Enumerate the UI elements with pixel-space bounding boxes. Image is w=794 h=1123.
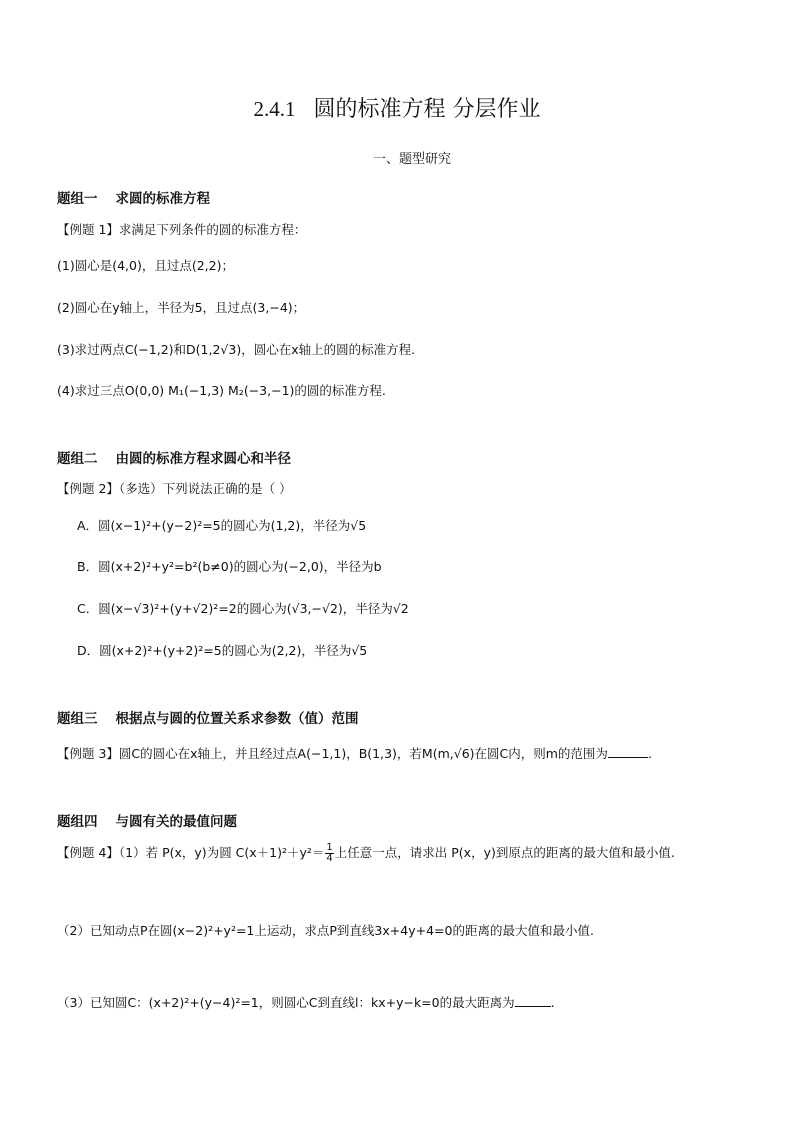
example-4-suffix: 上任意一点，请求出 P(x，y)到原点的距离的最大值和最小值.	[334, 845, 675, 860]
example-4-part-2: （2）已知动点P在圆(x−2)²+y²=1上运动，求点P到直线3x+4y+4=0的距离的最大值和最小值.	[57, 923, 594, 938]
example-3	[57, 744, 652, 762]
fraction-denominator: 4	[326, 853, 333, 864]
group4-heading-b: 与圆有关的最值问题	[115, 814, 237, 830]
option-d: D．圆(x+2)²+(y+2)²=5的圆心为(2,2)，半径为√5	[77, 643, 368, 658]
group1-heading	[57, 187, 210, 207]
group1-item-4: (4)求过三点O(0,0) M₁(−1,3) M₂(−3,−1)的圆的标准方程.	[57, 383, 386, 398]
option-b: B．圆(x+2)²+y²=b²(b≠0)的圆心为(−2,0)，半径为b	[77, 559, 382, 574]
group2-heading-b: 由圆的标准方程求圆心和半径	[115, 451, 291, 467]
group1-item-1: (1)圆心是(4,0)，且过点(2,2)；	[57, 258, 234, 273]
section-heading: 一、题型研究	[372, 152, 451, 167]
answer-blank	[608, 747, 648, 758]
example-4-part-3-tail: .	[550, 995, 555, 1010]
group1-heading-b: 求圆的标准方程	[115, 191, 210, 207]
answer-blank-2	[515, 996, 551, 1007]
example-4-prefix: 【例题 4】（1）若 P(x，y)为圆 C(x＋1)²＋y²＝	[57, 845, 325, 860]
group1-heading-a: 题组一	[57, 191, 98, 207]
example-4-part-3-text: （3）已知圆C：(x+2)²+(y−4)²=1，则圆心C到直线l：kx+y−k=0的最大距离为	[57, 995, 515, 1010]
example-3-tail: .	[647, 746, 652, 761]
example-1: 【例题 1】求满足下列条件的圆的标准方程：	[57, 222, 307, 237]
fraction-numerator: 1	[326, 842, 333, 853]
group2-heading-a: 题组二	[57, 451, 98, 467]
group3-heading-b: 根据点与圆的位置关系求参数（值）范围	[115, 711, 359, 727]
example-3-text: 【例题 3】圆C的圆心在x轴上，并且经过点A(−1,1)，B(1,3)，若M(m,√6)在圆C内，则m的范围为	[57, 746, 608, 761]
group3-heading	[57, 707, 359, 727]
group1-item-3: (3)求过两点C(−1,2)和D(1,2√3)，圆心在x轴上的圆的标准方程.	[57, 342, 416, 357]
title-text: 圆的标准方程 分层作业	[313, 97, 541, 122]
example-4-part-1	[57, 843, 675, 864]
example-4-part-3	[57, 993, 555, 1011]
group2-heading	[57, 447, 291, 467]
group3-heading-a: 题组三	[57, 711, 98, 727]
group4-heading	[57, 810, 237, 830]
group1-item-2: (2)圆心在y轴上，半径为5，且过点(3,−4)；	[57, 300, 306, 315]
title-number: 2.4.1	[253, 97, 296, 121]
example-2: 【例题 2】（多选）下列说法正确的是（ ）	[57, 481, 292, 496]
option-c: C．圆(x−√3)²+(y+√2)²=2的圆心为(√3,−√2)，半径为√2	[77, 601, 409, 616]
group4-heading-a: 题组四	[57, 814, 98, 830]
page-title	[0, 92, 794, 123]
fraction	[325, 843, 333, 864]
option-a: A．圆(x−1)²+(y−2)²=5的圆心为(1,2)，半径为√5	[77, 518, 367, 533]
